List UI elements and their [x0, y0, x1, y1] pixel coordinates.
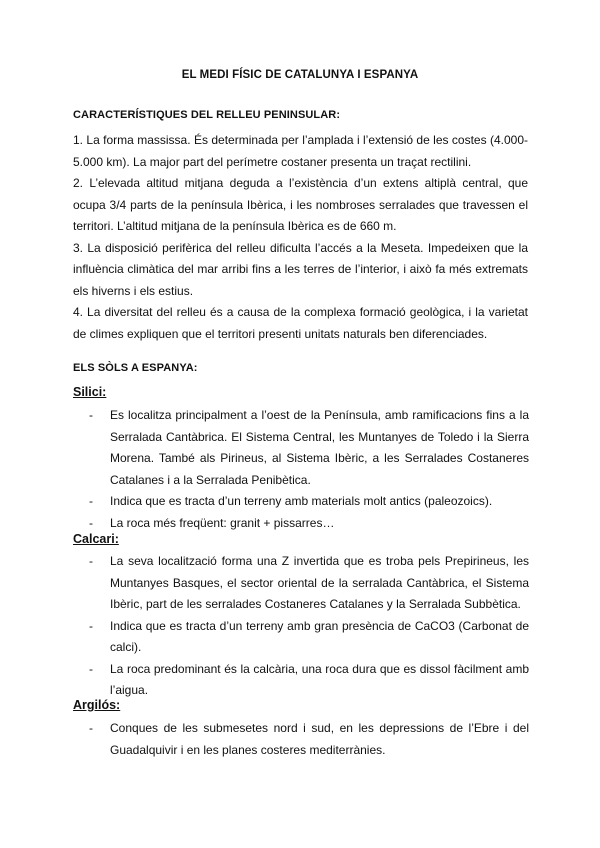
dash-bullet: - — [89, 554, 93, 568]
relleu-paragraph-2: 2. L’elevada altitud mitjana deguda a l’existència d’un extens altiplà central, que ocupa 3/4 parts de la península Ibèrica, i les nombroses serralades que travessen el territori. L’altitud mitjana de la península Ibèrica es de 660 m. — [73, 176, 528, 233]
silici-title: Silici: — [73, 385, 107, 399]
list-item — [73, 718, 529, 761]
list-item — [73, 513, 529, 535]
list-item — [73, 551, 529, 616]
argilos-title: Argilós: — [73, 698, 121, 712]
list-item — [73, 659, 529, 702]
list-item-text: La roca més freqüent: granit + pissarres… — [110, 515, 335, 530]
list-item-text: Conques de les submesetes nord i sud, en les depressions de l’Ebre i del Guadalquivir i en les planes costeres mediterrànies. — [110, 721, 529, 757]
list-item-text: Indica que es tracta d’un terreny amb materials molt antics (paleozoics). — [110, 494, 493, 508]
argilos-list — [73, 718, 529, 761]
list-item-text: Indica que es tracta d’un terreny amb gran presència de CaCO3 (Carbonat de calci). — [110, 618, 529, 654]
relleu-paragraph-1: 1. La forma massissa. És determinada per l’amplada i l’extensió de les costes (4.000-5.000 km). La major part del perímetre costaner presenta un traçat rectilini. — [73, 133, 528, 169]
relleu-paragraph-3: 3. La disposició perifèrica del relleu dificulta l’accés a la Meseta. Impedeixen que la influència climàtica del mar arribi fins a les terres de l’interior, i això fa més extremats els hiverns i els estius. — [73, 240, 528, 298]
list-item-text: La roca predominant és la calcària, una roca dura que es dissol fàcilment amb l’aigua. — [110, 661, 529, 697]
list-item — [73, 491, 529, 513]
silici-list — [73, 405, 529, 534]
page-title: EL MEDI FÍSIC DE CATALUNYA I ESPANYA — [181, 69, 419, 81]
list-item-text: La seva localització forma una Z invertida que es troba pels Prepirineus, les Muntanyes Basques, el sector oriental de la serralada Cantàbrica, el Sistema Ibèric, part de les serralades Costaneres Catalanes y la Serralada Subbètica. — [110, 554, 529, 611]
list-item — [73, 616, 529, 659]
calcari-list — [73, 551, 529, 702]
dash-bullet: - — [89, 408, 93, 422]
dash-bullet: - — [89, 721, 93, 735]
dash-bullet: - — [89, 618, 93, 633]
relleu-heading: CARACTERÍSTIQUES DEL RELLEU PENINSULAR: — [73, 109, 341, 121]
dash-bullet: - — [89, 661, 93, 676]
dash-bullet: - — [89, 494, 93, 508]
list-item — [73, 405, 529, 491]
relleu-paragraph-4: 4. La diversitat del relleu és a causa de la complexa formació geològica, i la varietat de climes expliquen que el territori presenti unitats naturals ben diferenciades. — [73, 305, 528, 341]
dash-bullet: - — [89, 515, 93, 530]
sols-heading: ELS SÒLS A ESPANYA: — [73, 362, 198, 374]
list-item-text: Es localitza principalment a l’oest de la Península, amb ramificacions fins a la Serralada Cantàbrica. El Sistema Central, les Muntanyes de Toledo i la Sierra Morena. També als Pirineus, al Sistema Ibèric, a les Serralades Costaneres Catalanes i a la Serralada Penibètica. — [110, 408, 529, 487]
calcari-title: Calcari: — [73, 532, 119, 546]
relleu-paragraphs — [73, 130, 528, 345]
